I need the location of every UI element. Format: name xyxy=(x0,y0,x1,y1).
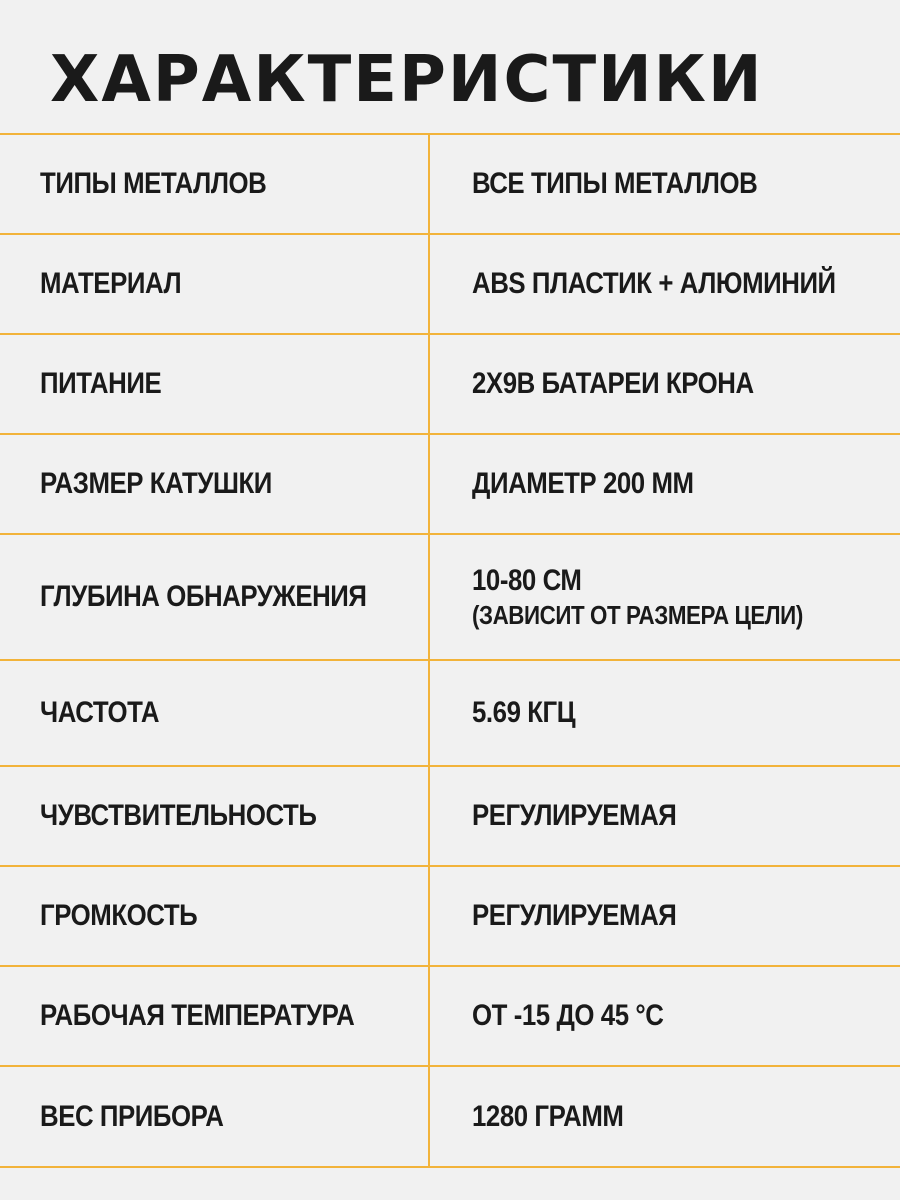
spec-label: РАБОЧАЯ ТЕМПЕРАТУРА xyxy=(40,999,355,1032)
table-row xyxy=(0,867,900,967)
table-row xyxy=(0,1067,900,1168)
table-row xyxy=(0,767,900,867)
spec-value: 5.69 КГЦ xyxy=(472,696,576,729)
spec-label: ГРОМКОСТЬ xyxy=(40,899,198,932)
table-row xyxy=(0,335,900,435)
page-title: ХАРАКТЕРИСТИКИ xyxy=(50,43,764,117)
spec-value: ABS ПЛАСТИК + АЛЮМИНИЙ xyxy=(472,267,836,300)
table-row xyxy=(0,661,900,767)
spec-value-note: (ЗАВИСИТ ОТ РАЗМЕРА ЦЕЛИ) xyxy=(472,599,803,630)
spec-value: 10-80 СМ (ЗАВИСИТ ОТ РАЗМЕРА ЦЕЛИ) xyxy=(472,535,892,659)
spec-table xyxy=(0,133,900,1168)
spec-label: ЧУВСТВИТЕЛЬНОСТЬ xyxy=(40,799,317,832)
spec-label: ЧАСТОТА xyxy=(40,696,160,729)
spec-label: МАТЕРИАЛ xyxy=(40,267,182,300)
spec-label: ТИПЫ МЕТАЛЛОВ xyxy=(40,167,267,200)
table-row xyxy=(0,235,900,335)
spec-label: РАЗМЕР КАТУШКИ xyxy=(40,467,272,500)
spec-label: ПИТАНИЕ xyxy=(40,367,162,400)
spec-value: 1280 ГРАММ xyxy=(472,1099,624,1133)
spec-value: РЕГУЛИРУЕМАЯ xyxy=(472,799,677,832)
table-row xyxy=(0,535,900,661)
spec-value: РЕГУЛИРУЕМАЯ xyxy=(472,899,677,932)
spec-value: ВСЕ ТИПЫ МЕТАЛЛОВ xyxy=(472,167,758,200)
column-divider xyxy=(428,133,430,1168)
spec-label: ВЕС ПРИБОРА xyxy=(40,1099,224,1133)
table-row xyxy=(0,967,900,1067)
spec-value: ДИАМЕТР 200 ММ xyxy=(472,467,694,500)
spec-label: ГЛУБИНА ОБНАРУЖЕНИЯ xyxy=(40,580,367,613)
table-row xyxy=(0,135,900,235)
table-row xyxy=(0,435,900,535)
spec-value: ОТ -15 ДО 45 °С xyxy=(472,999,664,1032)
spec-value: 2Х9В БАТАРЕИ КРОНА xyxy=(472,367,754,400)
